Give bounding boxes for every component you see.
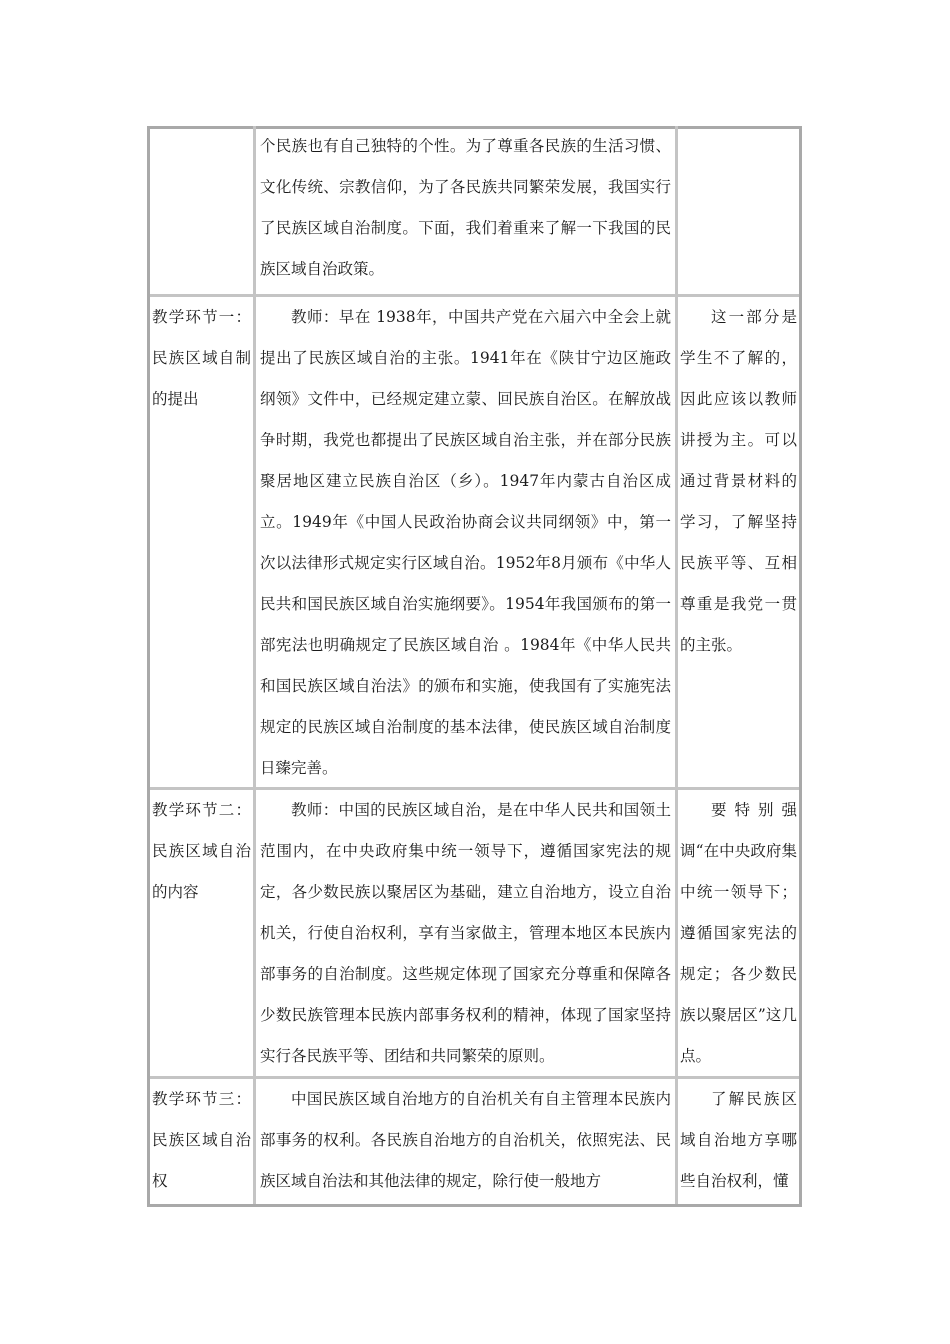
- lesson-plan-table: [147, 126, 802, 1207]
- stage-cell: 教学环节一：民族区域自制的提出: [150, 297, 256, 787]
- content-cell: 教师：中国的民族区域自治，是在中华人民共和国领土范围内，在中央政府集中统一领导下，遵循国家宪法的规定，各少数民族以聚居区为基础，建立自治地方，设立自治机关，行使自治权利，享有当家做主，管理本地区本民族内部事务的自治制度。这些规定体现了国家充分尊重和保障各少数民族管理本民族内部事务权利的精神，体现了国家坚持实行各民族平等、团结和共同繁荣的原则。: [256, 790, 678, 1076]
- stage-cell: [150, 126, 256, 294]
- table-row: [150, 1079, 799, 1204]
- content-cell: 个民族也有自己独特的个性。为了尊重各民族的生活习惯、文化传统、宗教信仰，为了各民族共同繁荣发展，我国实行了民族区域自治制度。下面，我们着重来了解一下我国的民族区域自治政策。: [256, 126, 678, 294]
- note-cell: 这一部分是学生不了解的，因此应该以教师讲授为主。可以通过背景材料的学习，了解坚持民族平等、互相尊重是我党一贯的主张。: [680, 308, 797, 654]
- table-row: [150, 297, 799, 790]
- note-cell: [678, 126, 799, 294]
- note-cell: 要特别强调“在中央政府集中统一领导下；遵循国家宪法的规定；各少数民族以聚居区”这几点。: [680, 801, 797, 1065]
- content-cell: 中国民族区域自治地方的自治机关有自主管理本民族内部事务的权利。各民族自治地方的自治机关，依照宪法、民族区域自治法和其他法律的规定，除行使一般地方: [256, 1079, 678, 1204]
- stage-cell: 教学环节二：民族区域自治的内容: [150, 790, 256, 1076]
- content-cell: 教师：早在 1938年，中国共产党在六届六中全会上就提出了民族区域自治的主张。1941年在《陕甘宁边区施政纲领》文件中，已经规定建立蒙、回民族自治区。在解放战争时期，我党也都提出了民族区域自治主张，并在部分民族聚居地区建立民族自治区（乡）。1947年内蒙古自治区成立。1949年《中国人民政治协商会议共同纲领》中，第一次以法律形式规定实行区域自治。1952年8月颁布《中华人民共和国民族区域自治实施纲要》。1954年我国颁布的第一部宪法也明确规定了民族区域自治 。1984年《中华人民共和国民族区域自治法》的颁布和实施，使我国有了实施宪法规定的民族区域自治制度的基本法律，使民族区域自治制度日臻完善。: [256, 297, 678, 787]
- table-row: [150, 790, 799, 1079]
- note-cell: 了解民族区域自治地方享哪些自治权利，懂: [680, 1090, 797, 1190]
- table-row: [150, 129, 799, 297]
- stage-cell: 教学环节三：民族区域自治权: [150, 1079, 256, 1204]
